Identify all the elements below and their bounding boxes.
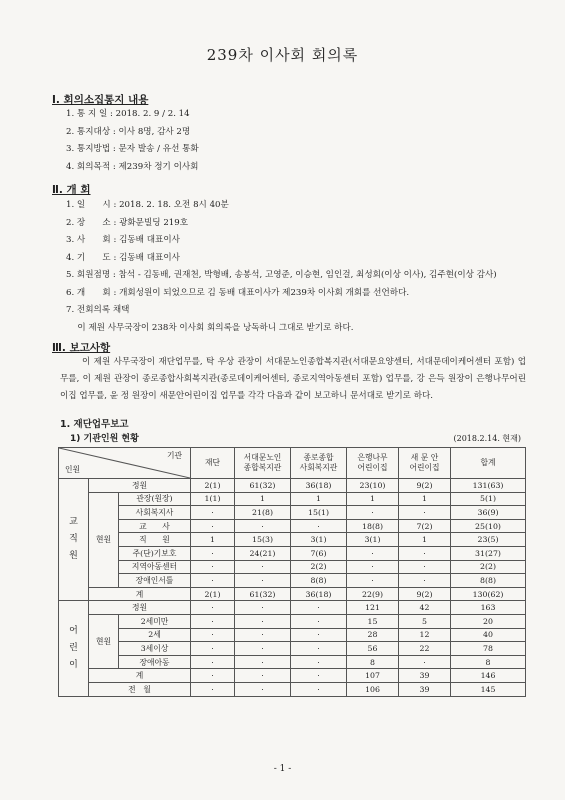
row-label: 사회복지사 xyxy=(119,506,191,520)
table-cell: 15(1) xyxy=(291,506,347,520)
table-cell: 1 xyxy=(399,533,451,547)
table-row xyxy=(59,601,526,615)
table-cell: 1 xyxy=(399,492,451,506)
page-number: - 1 - xyxy=(273,764,292,774)
table-cell: 8(8) xyxy=(291,574,347,588)
table-cell: 21(8) xyxy=(235,506,291,520)
table-cell: 23(5) xyxy=(451,533,526,547)
row-label: 정원 xyxy=(89,601,191,615)
table-cell: 2(2) xyxy=(451,560,526,574)
table-cell: · xyxy=(235,574,291,588)
list-item: 5. 회원점명 : 참석 - 김동배, 권재천, 박형배, 송봉석, 고영준, 이승현, 임인걸, 최성회(이상 이사), 김주현(이상 감사) xyxy=(66,270,497,280)
table-cell: · xyxy=(347,546,399,560)
column-header: 서대문노인 종합복지관 xyxy=(235,448,291,479)
table-cell: · xyxy=(191,560,235,574)
table-cell: · xyxy=(347,574,399,588)
list-item: 1. 통 지 일 : 2018. 2. 9 / 2. 14 xyxy=(66,109,190,119)
staff-status-heading: 1) 기관인원 현황 xyxy=(70,434,139,444)
row-label: 3세이상 xyxy=(119,642,191,656)
table-cell: · xyxy=(191,642,235,656)
row-label: 계 xyxy=(89,587,191,601)
table-cell: · xyxy=(235,628,291,642)
table-cell: · xyxy=(291,642,347,656)
table-cell: 5(1) xyxy=(451,492,526,506)
list-item: 4. 기 도 : 김동배 대표이사 xyxy=(66,252,180,263)
table-cell: 131(63) xyxy=(451,479,526,493)
table-row xyxy=(59,642,526,656)
table-row xyxy=(59,533,526,547)
table-cell: 61(32) xyxy=(235,479,291,493)
column-header: 재단 xyxy=(191,448,235,479)
table-cell: 8 xyxy=(347,655,399,669)
row-label: 지역아동센터 xyxy=(119,560,191,574)
table-cell: 121 xyxy=(347,601,399,615)
report-paragraph: 이 제원 사무국장이 재단업무를, 탁 우상 관장이 서대문노인종합복지관(서대문요양센터, 서대문데이케어센터 포함) 업무를, 이 제원 관장이 종로종합사회복지관(종로데이케어센터, 종로지역아동센터 포함) 업무를, 강 은득 원장이 은행나무어린이집 업무를, 윤 정 원장이 새문안어린이집 업무를 각각 다음과 같이 보고하니 문서대로 받기로 하다. xyxy=(60,357,526,401)
column-header: 합계 xyxy=(451,448,526,479)
table-cell: 20 xyxy=(451,614,526,628)
table-cell: · xyxy=(291,682,347,696)
list-item: 3. 사 회 : 김동배 대표이사 xyxy=(66,235,180,245)
table-cell: 8(8) xyxy=(451,574,526,588)
section2-heading: Ⅱ. 개 회 xyxy=(52,184,91,196)
table-total-row xyxy=(59,587,526,601)
list-item: 4. 회의목적 : 제239차 정기 이사회 xyxy=(66,161,199,172)
table-cell: 15(3) xyxy=(235,533,291,547)
table-cell: 8 xyxy=(451,655,526,669)
table-cell: · xyxy=(291,519,347,533)
table-cell: · xyxy=(235,614,291,628)
table-cell: · xyxy=(235,642,291,656)
table-cell: 24(21) xyxy=(235,546,291,560)
row-label: 관장(원장) xyxy=(119,492,191,506)
table-cell: 130(62) xyxy=(451,587,526,601)
table-cell: · xyxy=(291,655,347,669)
table-cell: · xyxy=(291,669,347,683)
table-row xyxy=(59,492,526,506)
list-item: 2. 통지대상 : 이사 8명, 감사 2명 xyxy=(66,126,191,137)
row-group-label: 현원 xyxy=(89,492,119,587)
table-cell: · xyxy=(235,682,291,696)
row-label: 계 xyxy=(89,669,191,683)
table-cell: · xyxy=(399,506,451,520)
group-label: 어 린 이 xyxy=(59,601,89,696)
table-cell: 18(8) xyxy=(347,519,399,533)
table-cell: 31(27) xyxy=(451,546,526,560)
table-cell: 36(18) xyxy=(291,479,347,493)
table-cell: · xyxy=(291,601,347,615)
column-header: 은행나무 어린이집 xyxy=(347,448,399,479)
table-cell: · xyxy=(291,628,347,642)
section1-heading: Ⅰ. 회의소집통지 내용 xyxy=(52,94,149,106)
table-row xyxy=(59,574,526,588)
table-cell: · xyxy=(347,506,399,520)
table-cell: · xyxy=(235,519,291,533)
table-cell: · xyxy=(235,669,291,683)
table-cell: 1 xyxy=(291,492,347,506)
table-cell: · xyxy=(191,628,235,642)
table-cell: 15 xyxy=(347,614,399,628)
table-cell: 39 xyxy=(399,669,451,683)
document-title: 239차 이사회 회의록 xyxy=(206,46,359,64)
table-cell: 5 xyxy=(399,614,451,628)
table-cell: · xyxy=(399,574,451,588)
table-cell: · xyxy=(399,560,451,574)
row-label: 장애아동 xyxy=(119,655,191,669)
table-cell: 1 xyxy=(347,492,399,506)
as-of-date: (2018.2.14. 현재) xyxy=(453,434,521,443)
table-cell: · xyxy=(191,546,235,560)
table-cell: 25(10) xyxy=(451,519,526,533)
table-cell: 36(9) xyxy=(451,506,526,520)
table-cell: 9(2) xyxy=(399,479,451,493)
foundation-report-heading: 1. 재단업무보고 xyxy=(60,419,129,430)
table-cell: 22(9) xyxy=(347,587,399,601)
group-label: 교 직 원 xyxy=(59,479,89,601)
list-item: 1. 일 시 : 2018. 2. 18. 오전 8시 40분 xyxy=(66,200,229,210)
section1-list xyxy=(66,106,199,176)
table-total-row xyxy=(59,669,526,683)
row-label: 전 월 xyxy=(89,682,191,696)
list-item: 2. 장 소 : 광화문빌딩 219호 xyxy=(66,217,189,228)
table-corner-cell xyxy=(59,448,191,479)
column-header: 종로종합 사회복지관 xyxy=(291,448,347,479)
table-cell: · xyxy=(191,655,235,669)
table-cell: 39 xyxy=(399,682,451,696)
table-cell: 146 xyxy=(451,669,526,683)
table-cell: · xyxy=(191,614,235,628)
row-label: 직 원 xyxy=(119,533,191,547)
table-row xyxy=(59,479,526,493)
table-cell: · xyxy=(191,519,235,533)
table-cell: 1 xyxy=(191,533,235,547)
list-item: 3. 통지방법 : 문자 발송 / 유선 통화 xyxy=(66,144,199,154)
table-cell: 2(1) xyxy=(191,479,235,493)
table-row xyxy=(59,519,526,533)
row-label: 2세 xyxy=(119,628,191,642)
table-cell: 61(32) xyxy=(235,587,291,601)
row-label: 장애인서틀 xyxy=(119,574,191,588)
table-cell: 56 xyxy=(347,642,399,656)
table-cell: 23(10) xyxy=(347,479,399,493)
table-cell: · xyxy=(235,560,291,574)
corner-top-label: 기관 xyxy=(166,451,183,460)
corner-bottom-label: 인원 xyxy=(65,465,81,474)
table-cell: 107 xyxy=(347,669,399,683)
table-cell: · xyxy=(291,614,347,628)
section3-heading: Ⅲ. 보고사항 xyxy=(52,342,111,354)
table-cell: · xyxy=(235,655,291,669)
table-cell: · xyxy=(191,682,235,696)
table-cell: 42 xyxy=(399,601,451,615)
list-item: 이 제원 사무국장이 238차 이사회 회의록을 낭독하니 그대로 받기로 하다. xyxy=(66,322,354,333)
table-cell: · xyxy=(347,560,399,574)
table-cell: 7(6) xyxy=(291,546,347,560)
table-row xyxy=(59,655,526,669)
table-cell: 145 xyxy=(451,682,526,696)
table-cell: 2(2) xyxy=(291,560,347,574)
table-cell: 40 xyxy=(451,628,526,642)
list-item: 7. 전회의록 채택 xyxy=(66,305,130,315)
table-cell: 7(2) xyxy=(399,519,451,533)
row-label: 정원 xyxy=(89,479,191,493)
table-row xyxy=(59,546,526,560)
list-item: 6. 개 회 : 개회성원이 되었으므로 김 동배 대표이사가 제239차 이사회 개회를 선언하다. xyxy=(66,287,410,298)
row-label: 2세미만 xyxy=(119,614,191,628)
table-cell: · xyxy=(191,601,235,615)
table-cell: 78 xyxy=(451,642,526,656)
table-header-row xyxy=(59,448,526,479)
table-cell: 22 xyxy=(399,642,451,656)
table-cell: 163 xyxy=(451,601,526,615)
table-row xyxy=(59,614,526,628)
table-cell: 12 xyxy=(399,628,451,642)
column-header: 새 문 안 어린이집 xyxy=(399,448,451,479)
table-cell: · xyxy=(235,601,291,615)
table-row xyxy=(59,682,526,696)
table-cell: 1(1) xyxy=(191,492,235,506)
table-cell: 3(1) xyxy=(291,533,347,547)
row-label: 교 사 xyxy=(119,519,191,533)
table-cell: 106 xyxy=(347,682,399,696)
table-cell: 3(1) xyxy=(347,533,399,547)
table-cell: · xyxy=(191,506,235,520)
table-cell: · xyxy=(399,546,451,560)
table-cell: 28 xyxy=(347,628,399,642)
table-row xyxy=(59,628,526,642)
section2-list xyxy=(66,197,497,337)
table-cell: 36(18) xyxy=(291,587,347,601)
row-group-label: 현원 xyxy=(89,614,119,668)
table-row xyxy=(59,506,526,520)
table-cell: · xyxy=(191,669,235,683)
table-cell: · xyxy=(399,655,451,669)
table-cell: 9(2) xyxy=(399,587,451,601)
table-cell: · xyxy=(191,574,235,588)
table-cell: 1 xyxy=(235,492,291,506)
table-cell: 2(1) xyxy=(191,587,235,601)
staff-table xyxy=(58,447,526,697)
row-label: 주(단)기보호 xyxy=(119,546,191,560)
table-row xyxy=(59,560,526,574)
